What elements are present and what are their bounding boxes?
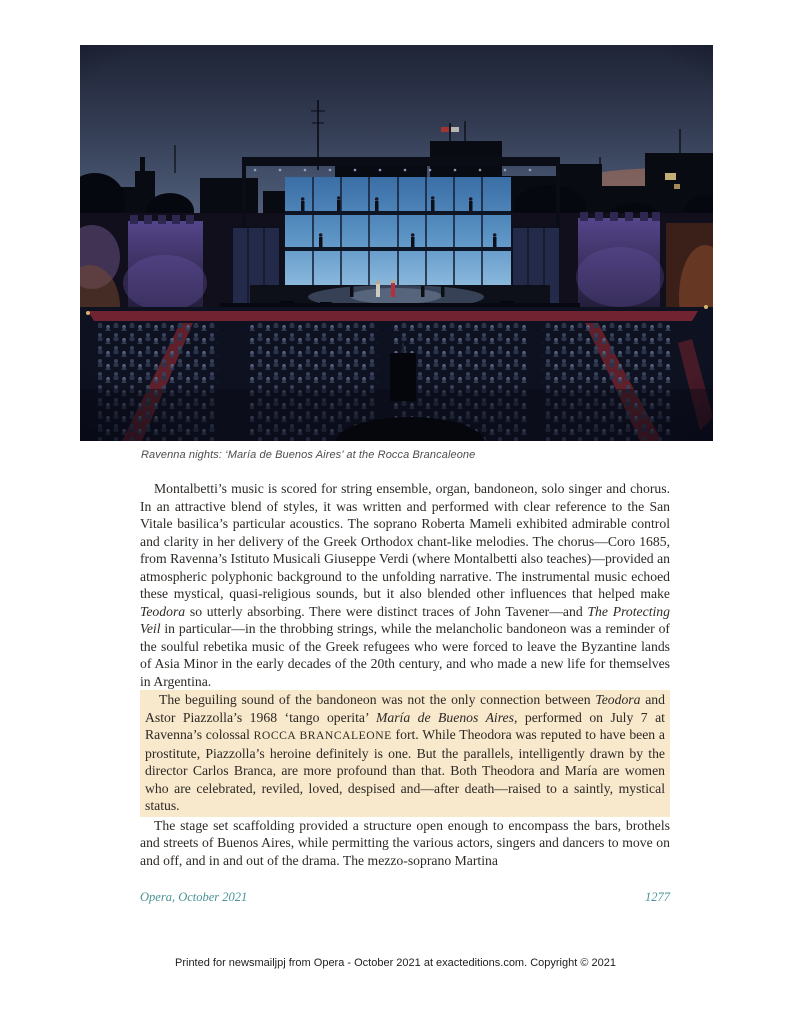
text-segment: , performed on July 7 at Ravenna’s colossal	[145, 709, 665, 742]
journal-title: Opera, October 2021	[140, 890, 248, 904]
title-maria-de-buenos-aires: María de Buenos Aires	[375, 709, 514, 725]
text-segment: Montalbetti’s music is scored for string ensemble, organ, bandoneon, solo singer and chorus. In an attractive blend of styles, it was written and performed with clear reference to the San Vitale basilica’s particular acoustics. The soprano Roberta Mameli exhibited admirable control and clarity in her delivery of the Greek Orthodox chant-like melodies. The chorus—Coro 1685, from Ravenna’s Istituto Musicali Giuseppe Verdi (where Montalbetti also teaches)—provided an atmospheric polyphonic background to the unfolding narrative. The instrumental music echoed these mystical, quasi-religious sounds, but it also blended other influences that helped make	[140, 481, 670, 601]
text-segment: and Astor Piazzolla’s 1968 ‘tango operita’	[145, 692, 665, 725]
photo-vignette	[80, 45, 713, 441]
highlighted-paragraph	[140, 690, 670, 817]
title-teodora: Teodora	[140, 603, 186, 619]
print-attribution: Printed for newsmailjpj from Opera - October 2021 at exacteditions.com. Copyright © 2021	[175, 957, 616, 969]
performance-photo	[80, 45, 713, 441]
text-segment: fort. While Theodora was reputed to have been a prostitute, Piazzolla’s heroine definitely is one. But the parallels, intelligently drawn by the director Carlos Branca, are more profound than that. Both Theodora and María are women who are celebrated, reviled, loved, despised and—after death—raised to a saintly, mystical status.	[145, 727, 665, 813]
performance-photo-art	[80, 45, 713, 441]
paragraph-1	[140, 480, 670, 690]
paragraph-3	[140, 817, 670, 870]
title-protecting-veil: The Protecting Veil	[140, 603, 670, 636]
text-segment: in particular—in the throbbing strings, while the melancholic bandoneon was a reminder of the soulful rebetika music of the Greek refugees who were forced to leave the Byzantine lands of Asia Minor in the early decades of the 20th century, and who made a new life for themselves in Argentina.	[140, 621, 670, 689]
page-footer	[140, 890, 670, 905]
title-teodora: Teodora	[595, 692, 641, 707]
text-segment: The beguiling sound of the bandoneon was not the only connection between	[159, 692, 596, 707]
rocca-brancaleone-smallcaps: ROCCA BRANCALEONE	[253, 729, 392, 742]
text-segment: The stage set scaffolding provided a structure open enough to encompass the bars, brothels and streets of Buenos Aires, while permitting the various actors, singers and dancers to move on and off, and in and out of the drama. The mezzo-soprano Martina	[140, 817, 670, 868]
text-segment: so utterly absorbing. There were distinct traces of John Tavener—and	[185, 603, 588, 619]
article-body	[140, 480, 670, 869]
photo-caption: Ravenna nights: ‘María de Buenos Aires’ at the Rocca Brancaleone	[141, 449, 476, 461]
page-number: 1277	[645, 890, 670, 904]
